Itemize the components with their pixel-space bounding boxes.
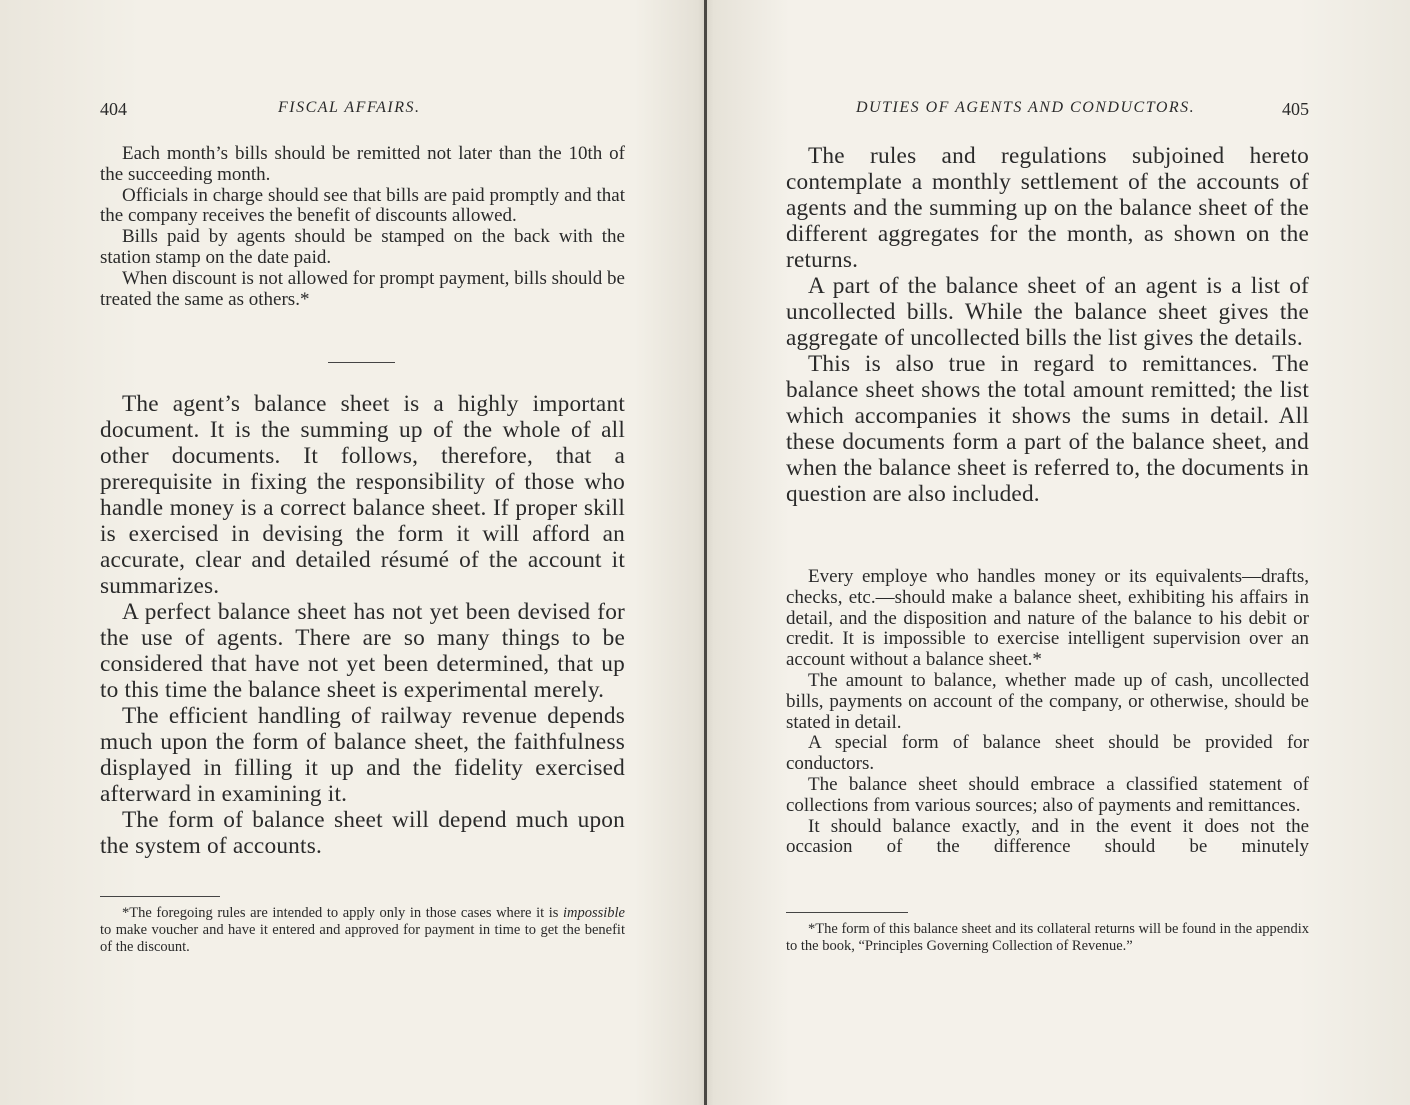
left-page xyxy=(100,0,625,1105)
book-gutter xyxy=(704,0,707,1105)
footnote-text-end: to make voucher and have it entered and approved for payment in time to get the benefit of the discount. xyxy=(100,922,625,955)
body-paragraph: A perfect balance sheet has not yet been devised for the use of agents. There are so many things to be considered that have not yet been determined, that up to this time the balance sheet is experimental merely. xyxy=(100,599,625,703)
body-paragraph: The form of balance sheet will depend much upon the system of accounts. xyxy=(100,807,625,859)
body-paragraph: The rules and regulations subjoined hereto contemplate a monthly settlement of the accounts of agents and the summing up on the balance sheet of the different aggregates for the month, as shown on the returns. xyxy=(786,143,1309,273)
rule-paragraph: A special form of balance sheet should be provided for conductors. xyxy=(786,732,1309,775)
intro-paragraph: Officials in charge should see that bills are paid promptly and that the company receives the benefit of discounts allowed. xyxy=(100,184,625,227)
rule-paragraph: It should balance exactly, and in the event it does not the occasion of the difference should be minutely xyxy=(786,815,1309,858)
intro-paragraph: Each month’s bills should be remitted not later than the 10th of the succeeding month. xyxy=(100,143,625,185)
body-paragraph: The efficient handling of railway revenue depends much upon the form of balance sheet, the faithfulness displayed in filling it up and the fidelity exercised afterward in examining it. xyxy=(100,703,625,807)
body-paragraph: This is also true in regard to remittances. The balance sheet shows the total amount remitted; the list which accompanies it shows the sums in detail. All these documents form a part of the balance sheet, and when the balance sheet is referred to, the documents in question are also included. xyxy=(786,351,1309,507)
rule-paragraph: The amount to balance, whether made up of cash, uncollected bills, payments on account of the company, or otherwise, should be stated in detail. xyxy=(786,669,1309,733)
right-running-head xyxy=(786,99,1309,123)
body-paragraph: The agent’s balance sheet is a highly important document. It is the summing up of the whole of all other documents. It follows, therefore, that a prerequisite in fixing the responsibility of those who handle money is a correct balance sheet. If proper skill is exercised in devising the form it will afford an accurate, clear and detailed résumé of the account it summarizes. xyxy=(100,391,625,599)
left-page-number: 404 xyxy=(100,99,127,119)
left-intro-rules xyxy=(100,144,625,310)
left-body-text xyxy=(100,391,625,859)
footnote-emphasis: impossible xyxy=(562,905,625,921)
intro-paragraph: When discount is not allowed for prompt payment, bills should be treated the same as others.* xyxy=(100,267,625,310)
footnote-rule xyxy=(786,912,908,913)
body-paragraph: A part of the balance sheet of an agent is a list of uncollected bills. While the balance sheet gives the aggregate of uncollected bills the list gives the details. xyxy=(786,273,1309,351)
footnote-text xyxy=(100,905,625,956)
footnote-rule xyxy=(100,896,220,897)
section-divider xyxy=(328,362,395,363)
right-rules-text xyxy=(786,567,1309,858)
footnote-text-start: *The foregoing rules are intended to apply only in those cases where it is xyxy=(122,905,563,921)
left-running-head xyxy=(100,99,625,123)
right-body-text xyxy=(786,143,1309,507)
footnote-text: *The form of this balance sheet and its collateral returns will be found in the appendix to the book, “Principles Governing Collection of Revenue.” xyxy=(786,921,1309,954)
rule-paragraph: The balance sheet should embrace a classified statement of collections from various sources; also of payments and remittances. xyxy=(786,773,1309,816)
right-footnote xyxy=(786,921,1309,955)
right-page xyxy=(786,0,1309,1105)
right-page-number: 405 xyxy=(1282,99,1309,119)
intro-paragraph: Bills paid by agents should be stamped on the back with the station stamp on the date paid. xyxy=(100,226,625,268)
right-running-title: DUTIES OF AGENTS AND CONDUCTORS. xyxy=(856,99,1196,116)
rule-paragraph: Every employe who handles money or its equivalents—drafts, checks, etc.—should make a balance sheet, exhibiting his affairs in detail, and the disposition and nature of the balance to his debit or credit. It is impossible to exercise intelligent supervision over an account without a balance sheet.* xyxy=(786,566,1309,671)
left-footnote xyxy=(100,905,625,956)
left-running-title: FISCAL AFFAIRS. xyxy=(278,99,421,116)
